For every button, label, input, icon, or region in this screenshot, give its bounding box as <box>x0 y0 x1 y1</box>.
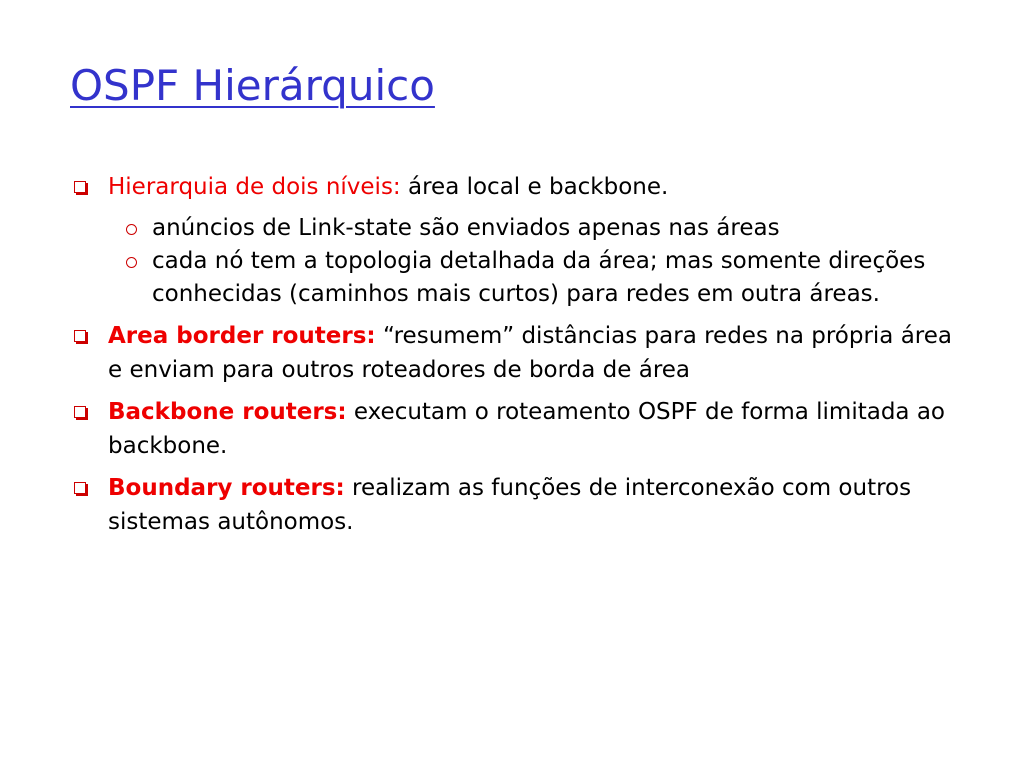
bullet-text: realizam as funções de interconexão com outros sistemas autônomos. <box>108 475 912 535</box>
square-bullet-icon <box>74 406 86 418</box>
square-bullet-icon <box>74 181 86 193</box>
sub-bullet-text: anúncios de Link-state são enviados apenas nas áreas <box>152 215 780 241</box>
slide-title: OSPF Hierárquico <box>70 61 435 110</box>
bullet-lead: Boundary routers: <box>108 475 345 501</box>
bullet-lead: Hierarquia de dois níveis: <box>108 174 401 200</box>
sub-bullet-item <box>72 212 972 245</box>
sub-bullet-item <box>72 245 972 311</box>
bullet-item-area-border-routers <box>72 319 972 387</box>
circle-bullet-icon <box>126 224 137 235</box>
bullet-lead: Backbone routers: <box>108 399 347 425</box>
sub-bullet-list <box>72 212 972 311</box>
bullet-text: área local e backbone. <box>400 174 669 200</box>
sub-bullet-text: cada nó tem a topologia detalhada da área; mas somente direções conhecidas (caminhos mais curtos) para redes em outra áreas. <box>152 248 926 307</box>
bullet-item-boundary-routers <box>72 471 972 539</box>
bullet-lead: Area border routers: <box>108 323 376 349</box>
bullet-item-hierarchy <box>72 170 972 204</box>
bullet-text: executam o roteamento OSPF de forma limitada ao backbone. <box>108 399 946 459</box>
bullet-item-backbone-routers <box>72 395 972 463</box>
square-bullet-icon <box>74 482 86 494</box>
bullet-text: “resumem” distâncias para redes na própria área e enviam para outros roteadores de borda de área <box>108 323 952 383</box>
square-bullet-icon <box>74 330 86 342</box>
circle-bullet-icon <box>126 257 137 268</box>
bullet-list <box>72 170 972 547</box>
